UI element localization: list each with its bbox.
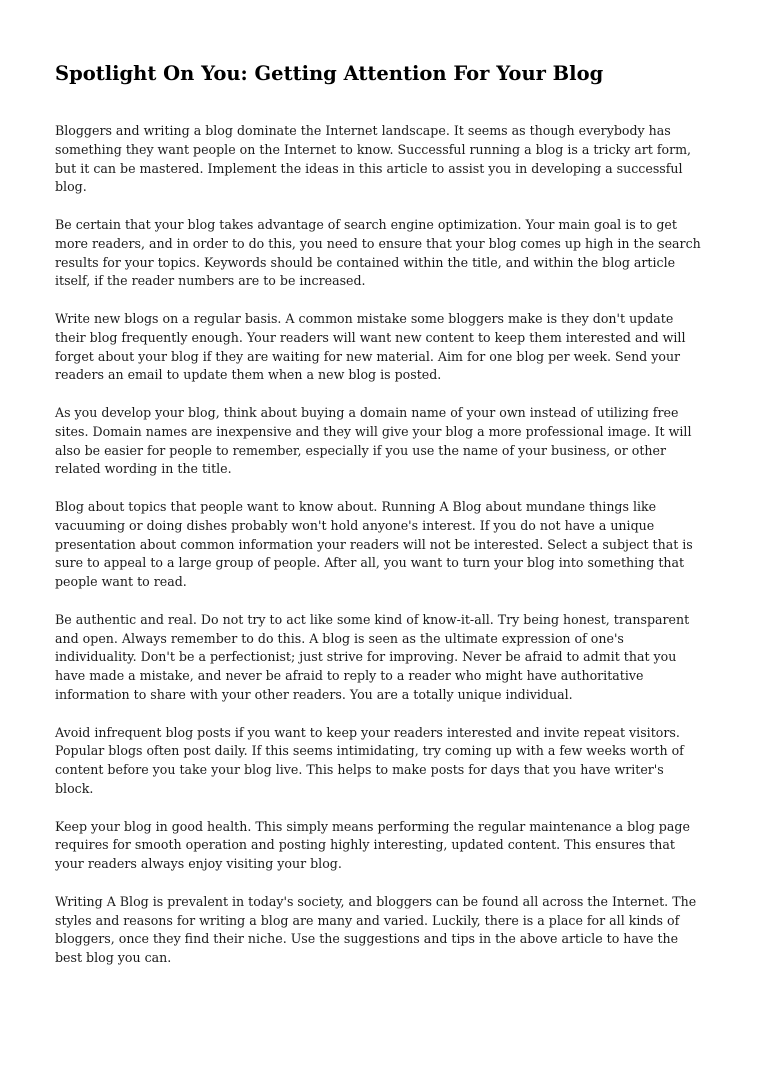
paragraph-line: more readers, and in order to do this, you need to ensure that your blog comes up high in the search [55,235,701,251]
paragraph [55,611,715,705]
paragraph-line: and open. Always remember to do this. A blog is seen as the ultimate expression of one's [55,630,624,646]
paragraph-line: requires for smooth operation and posting highly interesting, updated content. This ensures that [55,837,675,853]
paragraph-line: people want to read. [55,574,187,589]
article-body [55,122,715,987]
paragraph-line: results for your topics. Keywords should be contained within the title, and within the blog article [55,254,676,270]
paragraph-line: block. [55,780,94,796]
paragraph-line: vacuuming or doing dishes probably won't hold anyone's interest. If you do not have a unique [55,517,655,533]
paragraph-line: readers an email to update them when a new blog is posted. [55,367,442,383]
paragraph-line: your readers always enjoy visiting your blog. [55,856,342,871]
paragraph-line: Be certain that your blog takes advantage of search engine optimization. Your main goal is to get [55,217,677,232]
paragraph-line: Keep your blog in good health. This simply means performing the regular maintenance a blog page [55,818,690,834]
paragraph-line: related wording in the title. [55,461,232,477]
paragraph-line: best blog you can. [55,950,172,965]
paragraph-line: Be authentic and real. Do not try to act like some kind of know-it-all. Try being honest, transparent [55,611,690,627]
paragraph-line: have made a mistake, and never be afraid to reply to a reader who might have authoritative [55,668,644,683]
paragraph [55,122,715,197]
paragraph [55,818,715,874]
paragraph-line: sure to appeal to a large group of people. After all, you want to turn your blog into something that [55,555,685,571]
paragraph [55,404,715,479]
paragraph-line: information to share with your other readers. You are a totally unique individual. [55,686,573,702]
page-title: Spotlight On You: Getting Attention For Your Blog [55,62,604,85]
paragraph [55,724,715,799]
paragraph-line: Writing A Blog is prevalent in today's society, and bloggers can be found all across the Internet. The [55,893,697,909]
paragraph-line: styles and reasons for writing a blog are many and varied. Luckily, there is a place for all kinds of [55,912,680,928]
paragraph-line: also be easier for people to remember, especially if you use the name of your business, or other [55,442,666,458]
paragraph [55,893,715,968]
paragraph-line: Popular blogs often post daily. If this seems intimidating, try coming up with a few weeks worth of [55,743,684,759]
paragraph [55,498,715,592]
paragraph-line: Avoid infrequent blog posts if you want to keep your readers interested and invite repeat visitors. [55,724,680,740]
paragraph-line: sites. Domain names are inexpensive and they will give your blog a more professional image. It will [55,423,692,439]
paragraph-line: bloggers, once they find their niche. Use the suggestions and tips in the above article to have the [55,931,679,947]
paragraph-line: presentation about common information your readers will not be interested. Select a subject that is [55,536,693,552]
paragraph-line: blog. [55,179,87,195]
paragraph-line: their blog frequently enough. Your readers will want new content to keep them interested and will [55,329,686,345]
paragraph-line: forget about your blog if they are waiting for new material. Aim for one blog per week. Send your [55,348,681,364]
paragraph [55,216,715,291]
paragraph-line: Write new blogs on a regular basis. A common mistake some bloggers make is they don't update [55,311,674,326]
paragraph-line: content before you take your blog live. This helps to make posts for days that you have writer's [55,762,664,777]
paragraph-line: Bloggers and writing a blog dominate the Internet landscape. It seems as though everybody has [55,123,671,138]
paragraph-line: Blog about topics that people want to know about. Running A Blog about mundane things like [55,499,657,514]
paragraph-line: As you develop your blog, think about buying a domain name of your own instead of utilizing free [55,405,679,420]
paragraph-line: individuality. Don't be a perfectionist; just strive for improving. Never be afraid to admit that you [55,649,677,665]
paragraph-line: something they want people on the Internet to know. Successful running a blog is a tricky art form, [55,141,692,157]
paragraph [55,310,715,385]
paragraph-line: but it can be mastered. Implement the ideas in this article to assist you in developing a successful [55,160,683,176]
paragraph-line: itself, if the reader numbers are to be increased. [55,273,366,289]
